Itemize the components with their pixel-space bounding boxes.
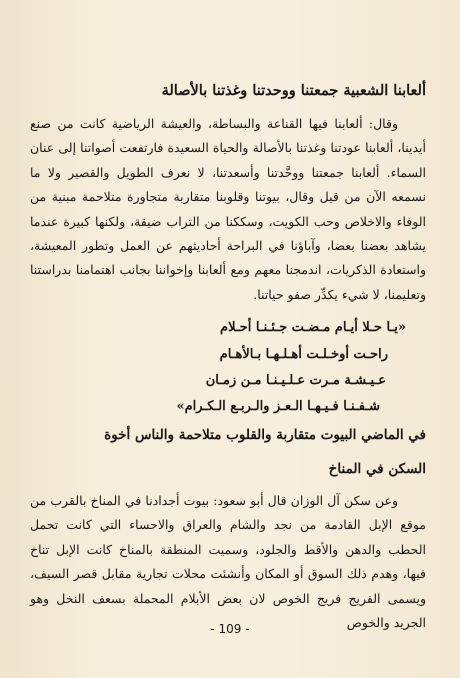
page-content	[30, 80, 426, 635]
section-title-manakh: السكن في المناخ	[328, 460, 426, 477]
paragraph-1: وقال: ألعابنا فيها القناعة والبساطة، والعيشة الرياضية كانت من صنع أيدينا، ألعابنا عودتنا وغذتنا بالأصالة والحياة السعيدة فارتفعت أصواتنا إلى عنان السماء. ألعابنا جمعتنا ووحَّدتنا وأسعدتنا، لا نعرف الطويل والقصير ولا ما نسمعه الآن من قيل وقال، بيوتنا وقلوبنا متقاربة متجاورة متلاحمة مبنية من الوفاء والاخلاص وحب الكويت، وسككنا من التراب ضيقة، ولكنها كبيرة عندما يشاهد بعضنا بعضا، وآباؤنا في البراحة أحاديثهم عن العمل وتطور المعيشة، واستعادة الذكريات، اندمجنا معهم ومع ألعابنا وإخواننا بجانب اهتمامنا بدراستنا وتعليمنا، لا شيء يكدِّر صفو حياتنا.	[30, 116, 426, 302]
subheading-houses: في الماضي البيوت متقاربة والقلوب متلاحمة والناس أخوة	[104, 426, 426, 443]
poem-line-2: راحـت أوخـلـت أهـلـهـا بـالأهـام	[219, 346, 388, 362]
poem-block	[30, 315, 426, 421]
page-number: - 109 -	[210, 622, 250, 636]
poem-line-1: «يـا حـلا أيـام مـضـت جـئـنـا أحـلام	[220, 320, 406, 336]
article-heading: ألعابنا الشعبية جمعتنا ووحدتنا وغذتنا بالأصالة	[161, 82, 426, 99]
poem-line-4: شـفـنـا فـيـهـا الـعـز والـربـع الـكـرام»	[176, 399, 380, 415]
poem-line-3: عـيـشـة مـرت عـلـيـنـا مـن زمـان	[205, 373, 386, 389]
paragraph-2: وعن سكن آل الوزان قال أبو سعود: بيوت أجدادنا في المناخ بالقرب من موقع الإبل القادمة من نجد والشام والعراق والاحساء التي كانت تحمل الحطب والدهن والأقط والجلود، وسميت المنطقة بالمناخ كانت الإبل تناخ فيها، وهدم ذلك السوق أو المكان وأنشئت محلات تجارية مقابل قصر السيف، ويسمى الفريج فريج الخوص لان بعض الأبلام المحملة بسعف النخل وهو الجريد والخوص	[30, 492, 426, 630]
